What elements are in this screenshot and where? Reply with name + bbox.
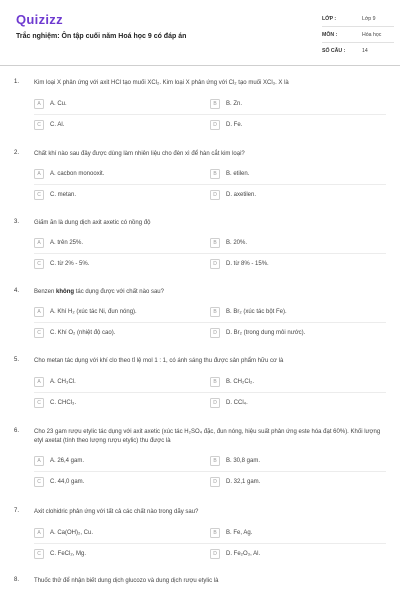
option-text: C. metan.	[50, 192, 77, 198]
option-b[interactable]	[210, 526, 378, 540]
option-d[interactable]	[210, 547, 378, 561]
option-letter-box: A	[34, 528, 44, 538]
question-number: 4.	[14, 288, 20, 294]
worksheet-title: Trắc nghiệm: Ôn tập cuối năm Hoá học 9 có đáp án	[16, 33, 187, 40]
option-text: D. 32,1 gam.	[226, 479, 261, 485]
question-number: 2.	[14, 150, 20, 156]
option-letter-box: C	[34, 259, 44, 269]
option-letter-box: A	[34, 307, 44, 317]
option-letter-box: B	[210, 99, 220, 109]
option-text: B. 20%.	[226, 240, 248, 246]
option-letter-box: C	[34, 328, 44, 338]
question-number: 3.	[14, 219, 20, 225]
question-number: 7.	[14, 508, 20, 514]
option-d[interactable]	[210, 118, 378, 132]
option-a[interactable]	[34, 526, 202, 540]
option-letter-box: B	[210, 456, 220, 466]
option-divider	[34, 471, 386, 472]
meta-row-subject	[322, 27, 394, 43]
option-letter-box: D	[210, 259, 220, 269]
option-letter-box: D	[210, 190, 220, 200]
question-text: Thuốc thử để nhận biết dung dịch glucozo và dung dịch rượu etylic là	[34, 578, 219, 584]
option-letter-box: A	[34, 456, 44, 466]
option-letter-box: A	[34, 238, 44, 248]
option-text: C. Al.	[50, 122, 65, 128]
option-letter-box: A	[34, 99, 44, 109]
option-c[interactable]	[34, 475, 202, 489]
option-d[interactable]	[210, 475, 378, 489]
question-text-start: Benzen	[34, 289, 57, 295]
question-text: Cho metan tác dụng với khí clo theo tỉ lệ mol 1 : 1, có ánh sáng thu được sản phẩm hữu cơ là	[34, 358, 284, 364]
option-b[interactable]	[210, 375, 378, 389]
option-d[interactable]	[210, 326, 378, 340]
option-a[interactable]	[34, 305, 202, 319]
meta-row-count	[322, 43, 394, 59]
question-text-end: tác dụng được với chất nào sau?	[74, 289, 164, 295]
option-b[interactable]	[210, 236, 378, 250]
option-a[interactable]	[34, 167, 202, 181]
worksheet-header	[0, 0, 400, 66]
meta-value: 14	[362, 48, 368, 54]
option-b[interactable]	[210, 305, 378, 319]
option-text: A. 26,4 gam.	[50, 458, 85, 464]
option-text: C. 44,0 gam.	[50, 479, 85, 485]
option-text: D. từ 8% - 15%.	[226, 261, 269, 267]
option-letter-box: D	[210, 120, 220, 130]
option-a[interactable]	[34, 375, 202, 389]
option-divider	[34, 322, 386, 323]
option-b[interactable]	[210, 97, 378, 111]
option-letter-box: C	[34, 120, 44, 130]
option-letter-box: D	[210, 398, 220, 408]
option-text: A. cacbon monooxit.	[50, 171, 105, 177]
option-letter-box: B	[210, 238, 220, 248]
option-c[interactable]	[34, 396, 202, 410]
option-text: C. Khí O₂ (nhiệt độ cao).	[50, 330, 116, 336]
option-divider	[34, 184, 386, 185]
option-b[interactable]	[210, 167, 378, 181]
option-letter-box: A	[34, 169, 44, 179]
option-a[interactable]	[34, 454, 202, 468]
worksheet-meta	[322, 11, 394, 59]
option-text: A. CH₃Cl.	[50, 379, 76, 385]
option-c[interactable]	[34, 118, 202, 132]
question-emphasis: không	[56, 289, 75, 295]
option-divider	[34, 114, 386, 115]
question-text: Giấm ăn là dung dịch axit axetic có nồng độ	[34, 220, 151, 226]
quizizz-logo: Quizizz	[16, 12, 63, 27]
option-letter-box: C	[34, 477, 44, 487]
question-number: 1.	[14, 79, 20, 85]
option-text: B. Zn.	[226, 101, 243, 107]
option-text: D. axetilen.	[226, 192, 257, 198]
option-text: C. FeCl₂, Mg.	[50, 551, 86, 557]
option-letter-box: D	[210, 549, 220, 559]
option-text: A. trên 25%.	[50, 240, 84, 246]
question-text: Axit clohidric phản ứng với tất cả các chất nào trong dãy sau?	[34, 509, 199, 515]
option-text: A. Cu.	[50, 101, 67, 107]
option-a[interactable]	[34, 236, 202, 250]
option-d[interactable]	[210, 257, 378, 271]
question-number: 8.	[14, 577, 20, 583]
option-divider	[34, 253, 386, 254]
option-text: B. CH₂Cl₂.	[226, 379, 254, 385]
meta-value: Lớp 9	[362, 15, 376, 22]
option-letter-box: D	[210, 477, 220, 487]
option-letter-box: B	[210, 169, 220, 179]
question-number: 5.	[14, 357, 20, 363]
option-letter-box: A	[34, 377, 44, 387]
option-letter-box: C	[34, 549, 44, 559]
meta-label: LỚP :	[322, 15, 337, 22]
question-text: Cho 23 gam rượu etylic tác dụng với axit axetic (xúc tác H₂SO₄ đặc, đun nóng, hiệu suất phản ứng este hóa đạt 60%). Khối lượng etyl axetat (tính theo lượng rượu etylic) thu được là	[34, 429, 381, 444]
question-text: Chất khí nào sau đây được dùng làm nhiên liệu cho đèn xì để hàn cắt kim loại?	[34, 151, 245, 157]
option-text: B. Fe, Ag.	[226, 530, 253, 536]
option-text: C. CHCl₃.	[50, 400, 77, 406]
option-text: D. Fe₂O₃, Al.	[226, 551, 261, 557]
question-text	[34, 288, 386, 297]
option-text: D. Fe.	[226, 122, 243, 128]
option-letter-box: C	[34, 190, 44, 200]
option-text: B. 30,8 gam.	[226, 458, 261, 464]
option-c[interactable]	[34, 188, 202, 202]
option-letter-box: D	[210, 328, 220, 338]
meta-row-class	[322, 11, 394, 27]
option-divider	[34, 543, 386, 544]
option-text: D. Br₂ (trong dung môi nước).	[226, 330, 306, 336]
option-text: D. CCl₄.	[226, 400, 248, 406]
option-letter-box: B	[210, 528, 220, 538]
question-text: Kim loại X phản ứng với axit HCl tạo muối XCl₂. Kim loại X phản ứng với Cl₂ tạo muối XCl₃. X là	[34, 80, 289, 86]
option-divider	[34, 392, 386, 393]
meta-label: MÔN :	[322, 31, 338, 38]
option-text: C. từ 2% - 5%.	[50, 261, 90, 267]
meta-value: Hóa học	[362, 31, 382, 38]
option-letter-box: B	[210, 307, 220, 317]
option-c[interactable]	[34, 257, 202, 271]
option-letter-box: B	[210, 377, 220, 387]
option-text: A. Khí H₂ (xúc tác Ni, đun nóng).	[50, 309, 137, 315]
option-d[interactable]	[210, 188, 378, 202]
question-number: 6.	[14, 428, 20, 434]
option-d[interactable]	[210, 396, 378, 410]
option-a[interactable]	[34, 97, 202, 111]
meta-label: SỐ CÂU :	[322, 48, 346, 54]
option-c[interactable]	[34, 547, 202, 561]
option-text: A. Ca(OH)₂, Cu.	[50, 530, 94, 536]
option-text: B. etilen.	[226, 171, 250, 177]
option-letter-box: C	[34, 398, 44, 408]
option-text: B. Br₂ (xúc tác bột Fe).	[226, 309, 287, 315]
option-c[interactable]	[34, 326, 202, 340]
option-b[interactable]	[210, 454, 378, 468]
